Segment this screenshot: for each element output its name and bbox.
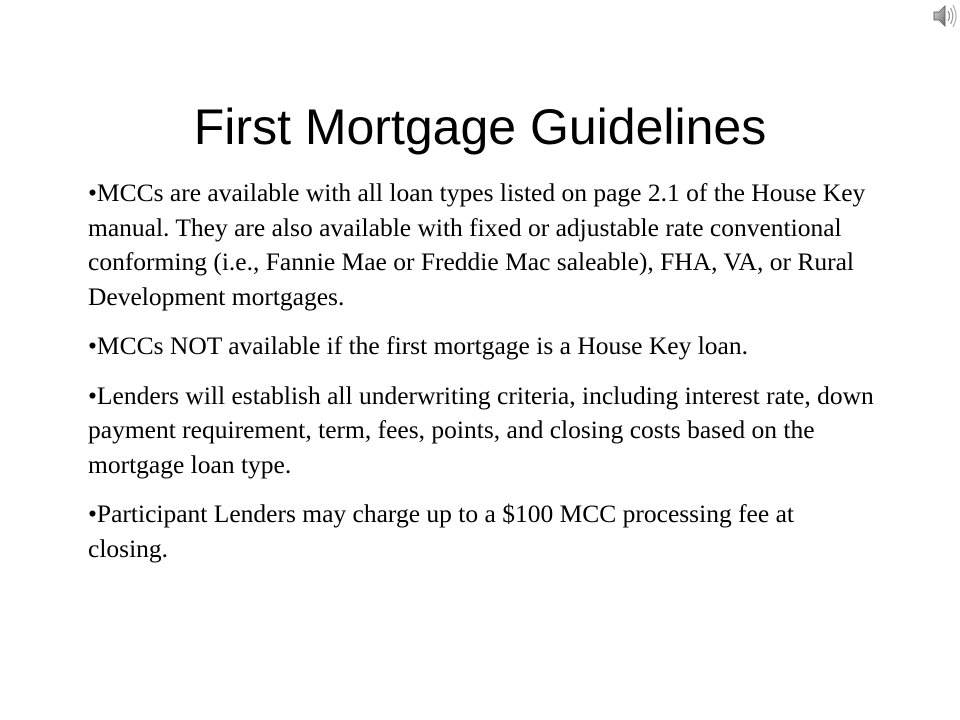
slide-title: First Mortgage Guidelines — [193, 99, 767, 155]
bullet-list — [88, 176, 878, 581]
speaker-icon[interactable] — [928, 0, 960, 32]
bullet-item: •Lenders will establish all underwriting criteria, including interest rate, down payment requirement, term, fees, points, and closing costs based on the mortgage loan type. — [88, 380, 874, 479]
bullet-item: •MCCs NOT available if the first mortgage is a House Key loan. — [88, 331, 748, 360]
bullet-item: •MCCs are available with all loan types listed on page 2.1 of the House Key manual. They are also available with fixed or adjustable rate conventional conforming (i.e., Fannie Mae or Freddie Mac saleable), FHA, VA, or Rural Development mortgages. — [88, 178, 866, 311]
bullet-item: •Participant Lenders may charge up to a $100 MCC processing fee at closing. — [88, 499, 794, 563]
